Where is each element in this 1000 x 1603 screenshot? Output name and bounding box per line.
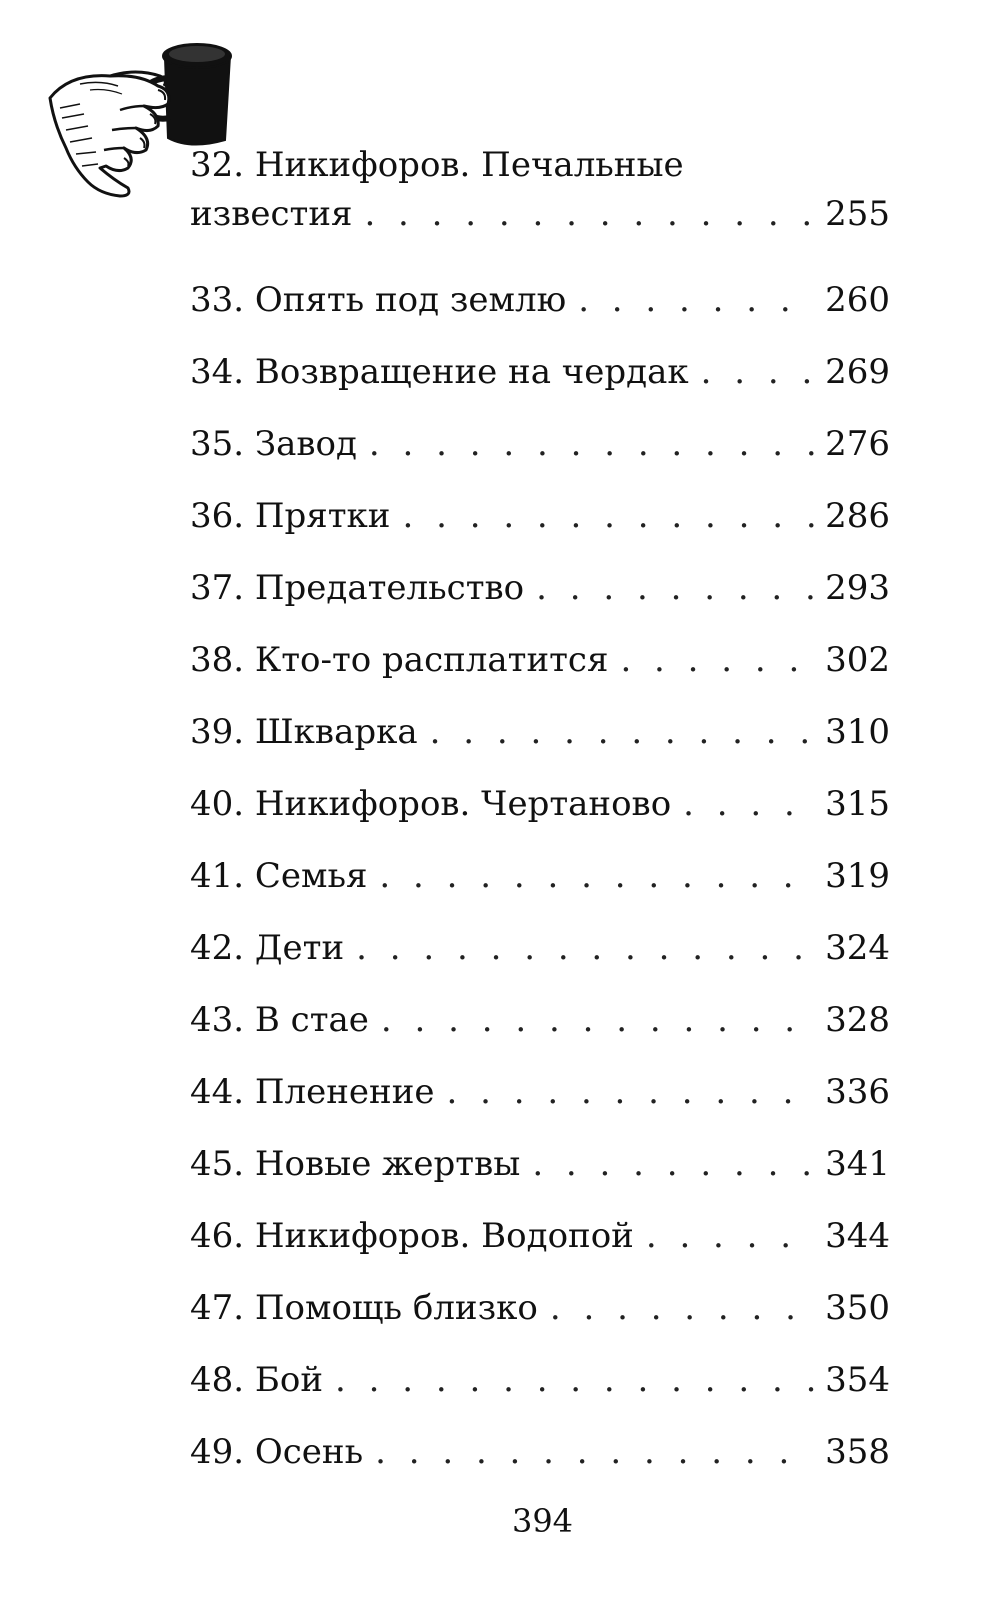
toc-entry-title: 41. Семья	[190, 856, 368, 896]
leader-dots	[536, 552, 815, 624]
toc-entry-40[interactable]	[190, 768, 890, 840]
toc-entry-page: 293	[825, 568, 890, 608]
toc-entry-title: 37. Предательство	[190, 568, 525, 608]
toc-entry-35[interactable]	[190, 408, 890, 480]
toc-entry-title: 36. Прятки	[190, 496, 391, 536]
toc-entry-39[interactable]	[190, 696, 890, 768]
toc-entry-page: 344	[825, 1216, 890, 1256]
toc-entry-page: 310	[825, 712, 890, 752]
toc-entry-43[interactable]	[190, 984, 890, 1056]
leader-dots	[369, 408, 815, 480]
leader-dots	[430, 696, 815, 768]
toc-entry-36[interactable]	[190, 480, 890, 552]
toc-entry-49[interactable]	[190, 1416, 890, 1488]
toc-entry-page: 328	[825, 1000, 890, 1040]
toc-entry-title: 35. Завод	[190, 424, 357, 464]
toc-entry-page: 324	[825, 928, 890, 968]
leader-dots	[446, 1056, 815, 1128]
toc-entry-37[interactable]	[190, 552, 890, 624]
toc-entry-title: 39. Шкварка	[190, 712, 418, 752]
page-number: 394	[511, 1502, 574, 1540]
table-of-contents	[190, 138, 890, 1488]
leader-dots	[379, 840, 815, 912]
toc-entry-title: 34. Возвращение на чердак	[190, 352, 689, 392]
toc-entry-page: 276	[825, 424, 890, 464]
toc-entry-page: 315	[825, 784, 890, 824]
leader-dots	[646, 1200, 815, 1272]
toc-entry-32[interactable]	[190, 138, 890, 192]
toc-entry-44[interactable]	[190, 1056, 890, 1128]
toc-entry-42[interactable]	[190, 912, 890, 984]
toc-entry-title: 44. Пленение	[190, 1072, 435, 1112]
leader-dots	[335, 1344, 815, 1416]
toc-entry-title: 32. Никифоров. Печальные	[190, 145, 684, 185]
toc-entry-title: 49. Осень	[190, 1432, 364, 1472]
toc-entry-title: 47. Помощь близко	[190, 1288, 538, 1328]
leader-dots	[402, 480, 815, 552]
toc-entry-title: известия	[190, 194, 353, 234]
toc-entry-41[interactable]	[190, 840, 890, 912]
leader-dots	[620, 624, 815, 696]
toc-entry-38[interactable]	[190, 624, 890, 696]
leader-dots	[381, 984, 815, 1056]
toc-entry-title: 45. Новые жертвы	[190, 1144, 521, 1184]
leader-dots	[356, 912, 815, 984]
toc-entry-page: 260	[825, 280, 890, 320]
leader-dots	[701, 336, 815, 408]
toc-entry-title: 42. Дети	[190, 928, 345, 968]
toc-entry-title: 38. Кто-то расплатится	[190, 640, 609, 680]
toc-entry-page: 286	[825, 496, 890, 536]
toc-entry-34[interactable]	[190, 336, 890, 408]
toc-entry-page: 319	[825, 856, 890, 896]
leader-dots	[375, 1416, 815, 1488]
toc-entry-33[interactable]	[190, 264, 890, 336]
toc-entry-page: 350	[825, 1288, 890, 1328]
toc-entry-46[interactable]	[190, 1200, 890, 1272]
toc-entry-page: 302	[825, 640, 890, 680]
toc-entry-title: 48. Бой	[190, 1360, 323, 1400]
toc-entry-title: 46. Никифоров. Водопой	[190, 1216, 634, 1256]
leader-dots	[364, 192, 815, 236]
toc-entry-page: 336	[825, 1072, 890, 1112]
toc-entry-page: 269	[825, 352, 890, 392]
toc-entry-page: 255	[825, 194, 890, 234]
toc-entry-title: 33. Опять под землю	[190, 280, 567, 320]
toc-entry-title: 43. В стае	[190, 1000, 369, 1040]
toc-entry-title: 40. Никифоров. Чертаново	[190, 784, 672, 824]
toc-entry-32-continued[interactable]	[190, 192, 890, 264]
toc-entry-page: 354	[825, 1360, 890, 1400]
toc-entry-48[interactable]	[190, 1344, 890, 1416]
leader-dots	[683, 768, 815, 840]
leader-dots	[550, 1272, 815, 1344]
toc-entry-page: 358	[825, 1432, 890, 1472]
toc-entry-47[interactable]	[190, 1272, 890, 1344]
leader-dots	[532, 1128, 815, 1200]
toc-entry-45[interactable]	[190, 1128, 890, 1200]
toc-entry-page: 341	[825, 1144, 890, 1184]
leader-dots	[578, 264, 815, 336]
